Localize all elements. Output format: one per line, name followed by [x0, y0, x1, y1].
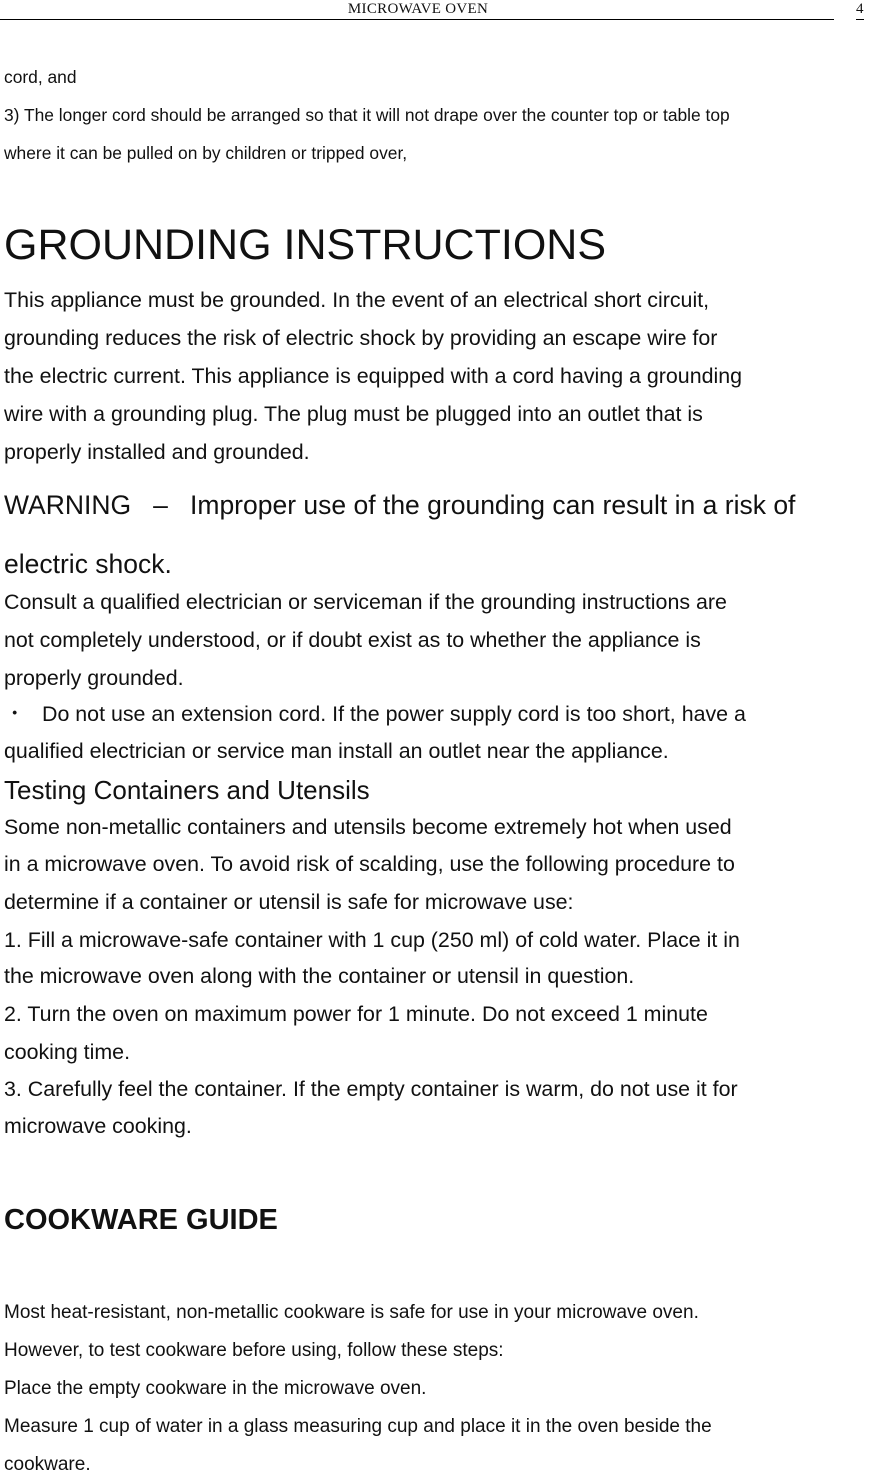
warning-line: electric shock. — [4, 549, 172, 579]
testing-heading: Testing Containers and Utensils — [4, 775, 370, 805]
bullet-item — [4, 702, 746, 727]
cookware-line: However, to test cookware before using, follow these steps: — [4, 1340, 504, 1361]
cookware-line: Most heat-resistant, non-metallic cookware is safe for use in your microwave oven. — [4, 1302, 699, 1323]
testing-line: the microwave oven along with the container or utensil in question. — [4, 964, 635, 988]
grounding-paragraph-line: wire with a grounding plug. The plug must be plugged into an outlet that is — [4, 402, 703, 426]
testing-line: Some non-metallic containers and utensils become extremely hot when used — [4, 815, 732, 839]
testing-line: cooking time. — [4, 1040, 131, 1064]
cookware-line: Place the empty cookware in the microwave oven. — [4, 1378, 427, 1399]
bullet-icon: ・ — [4, 702, 26, 726]
header-rule — [0, 19, 834, 20]
testing-line: 2. Turn the oven on maximum power for 1 minute. Do not exceed 1 minute — [4, 1002, 708, 1026]
grounding-paragraph-line: properly installed and grounded. — [4, 440, 310, 464]
header-title: MICROWAVE OVEN — [347, 1, 489, 17]
grounding-paragraph-line: This appliance must be grounded. In the event of an electrical short circuit, — [4, 288, 710, 312]
intro-line: cord, and — [4, 67, 77, 87]
page-header — [0, 0, 869, 26]
intro-line: where it can be pulled on by children or tripped over, — [4, 143, 408, 163]
consult-line: properly grounded. — [4, 666, 184, 690]
bullet-text: Do not use an extension cord. If the power supply cord is too short, have a — [42, 702, 746, 726]
testing-line: 3. Carefully feel the container. If the empty container is warm, do not use it for — [4, 1077, 738, 1101]
consult-line: not completely understood, or if doubt exist as to whether the appliance is — [4, 628, 701, 652]
page-number: 4 — [856, 0, 864, 20]
consult-line: Consult a qualified electrician or serviceman if the grounding instructions are — [4, 590, 727, 614]
testing-line: microwave cooking. — [4, 1114, 192, 1138]
cookware-heading: COOKWARE GUIDE — [4, 1204, 278, 1236]
grounding-heading: GROUNDING INSTRUCTIONS — [4, 221, 606, 269]
intro-line: 3) The longer cord should be arranged so that it will not drape over the counter top or table top — [4, 105, 730, 125]
warning-line: WARNING – Improper use of the grounding can result in a risk of — [4, 490, 796, 520]
cookware-line: Measure 1 cup of water in a glass measuring cup and place it in the oven beside the — [4, 1416, 712, 1437]
testing-line: 1. Fill a microwave-safe container with 1 cup (250 ml) of cold water. Place it in — [4, 928, 740, 952]
bullet-continuation: qualified electrician or service man install an outlet near the appliance. — [4, 739, 669, 763]
testing-line: determine if a container or utensil is safe for microwave use: — [4, 890, 574, 914]
grounding-paragraph-line: the electric current. This appliance is equipped with a cord having a grounding — [4, 364, 743, 388]
cookware-line: cookware. — [4, 1454, 91, 1475]
grounding-paragraph-line: grounding reduces the risk of electric shock by providing an escape wire for — [4, 326, 718, 350]
testing-line: in a microwave oven. To avoid risk of scalding, use the following procedure to — [4, 852, 735, 876]
